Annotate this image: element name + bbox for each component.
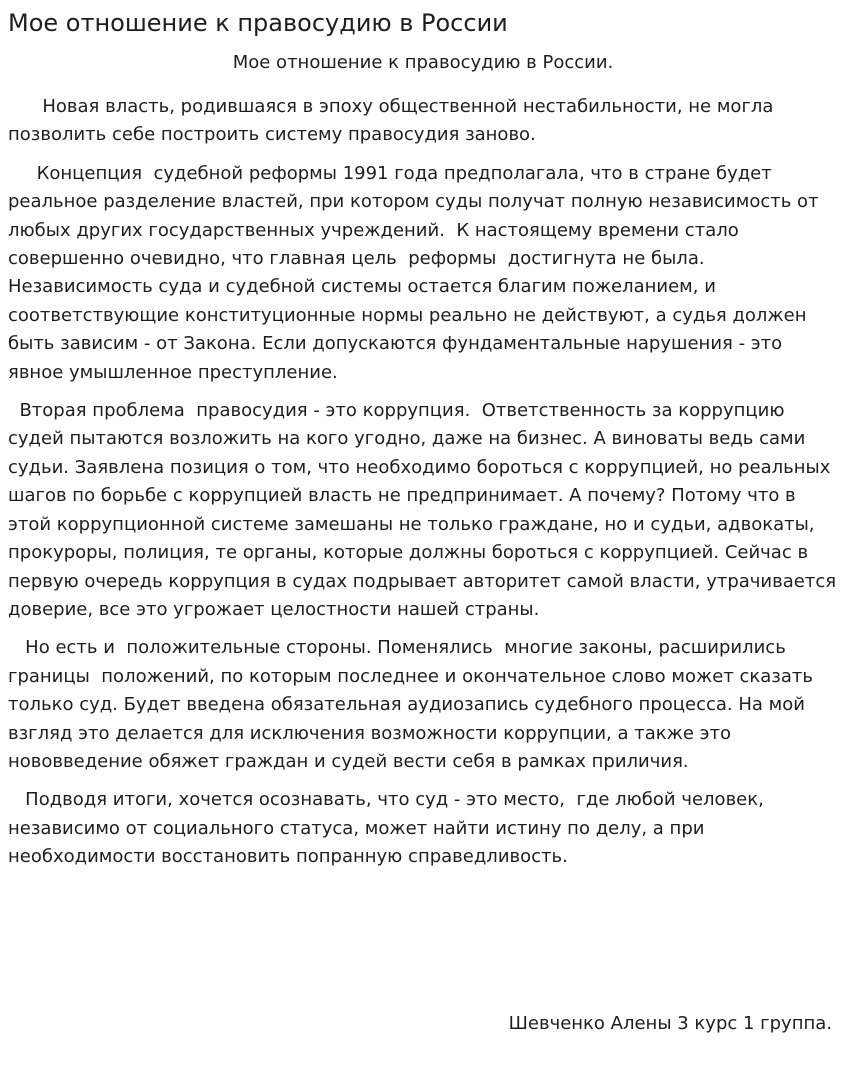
document-body [8, 93, 842, 872]
author-signature: Шевченко Алены 3 курс 1 группа. [508, 1013, 832, 1034]
document-subtitle: Мое отношение к правосудию в России. [232, 52, 614, 73]
paragraph-positive-sides: Но есть и положительные стороны. Поменялись многие законы, расширились границы положений, по которым последнее и окончательное слово может сказать только суд. Будет введена обязательная аудиозапись судебного процесса. На мой взгляд это делается для исключения возможности коррупции, а также это нововведение обяжет граждан и судей вести себя в рамках приличия. [8, 637, 819, 772]
paragraph-conclusion: Подводя итоги, хочется осознавать, что суд - это место, где любой человек, независимо от социального статуса, может найти истину по делу, а при необходимости восстановить попранную справедливость. [8, 789, 770, 868]
paragraph-intro: Новая власть, родившаяся в эпоху общественной нестабильности, не могла позволить себе построить систему правосудия заново. [8, 96, 780, 146]
document-page [8, 0, 842, 872]
paragraph-reform-concept: Концепция судебной реформы 1991 года предполагала, что в стране будет реальное разделение властей, при котором суды получат полную независимость от любых других государственных учреждений. К настоящему времени стало совершенно очевидно, что главная цель реформы достигнута не была. Независимость суда и судебной системы остается благим пожеланием, и соответствующие конституционные нормы реально не действуют, а судья должен быть зависим - от Закона. Если допускаются фундаментальные нарушения - это явное умышленное преступление. [8, 162, 825, 383]
paragraph-corruption: Вторая проблема правосудия - это коррупция. Ответственность за коррупцию судей пытаются возложить на кого угодно, даже на бизнес. А виноваты ведь сами судьи. Заявлена позиция о том, что необходимо бороться с коррупцией, но реальных шагов по борьбе с коррупцией власть не предпринимает. А почему? Потому что в этой коррупционной системе замешаны не только граждане, но и судьи, адвокаты, прокуроры, полиция, те органы, которые должны бороться с коррупцией. Сейчас в первую очередь коррупция в судах подрывает авторитет самой власти, утрачивается доверие, все это угрожает целостности нашей страны. [8, 400, 842, 620]
document-title: Мое отношение к правосудию в России [8, 9, 508, 37]
